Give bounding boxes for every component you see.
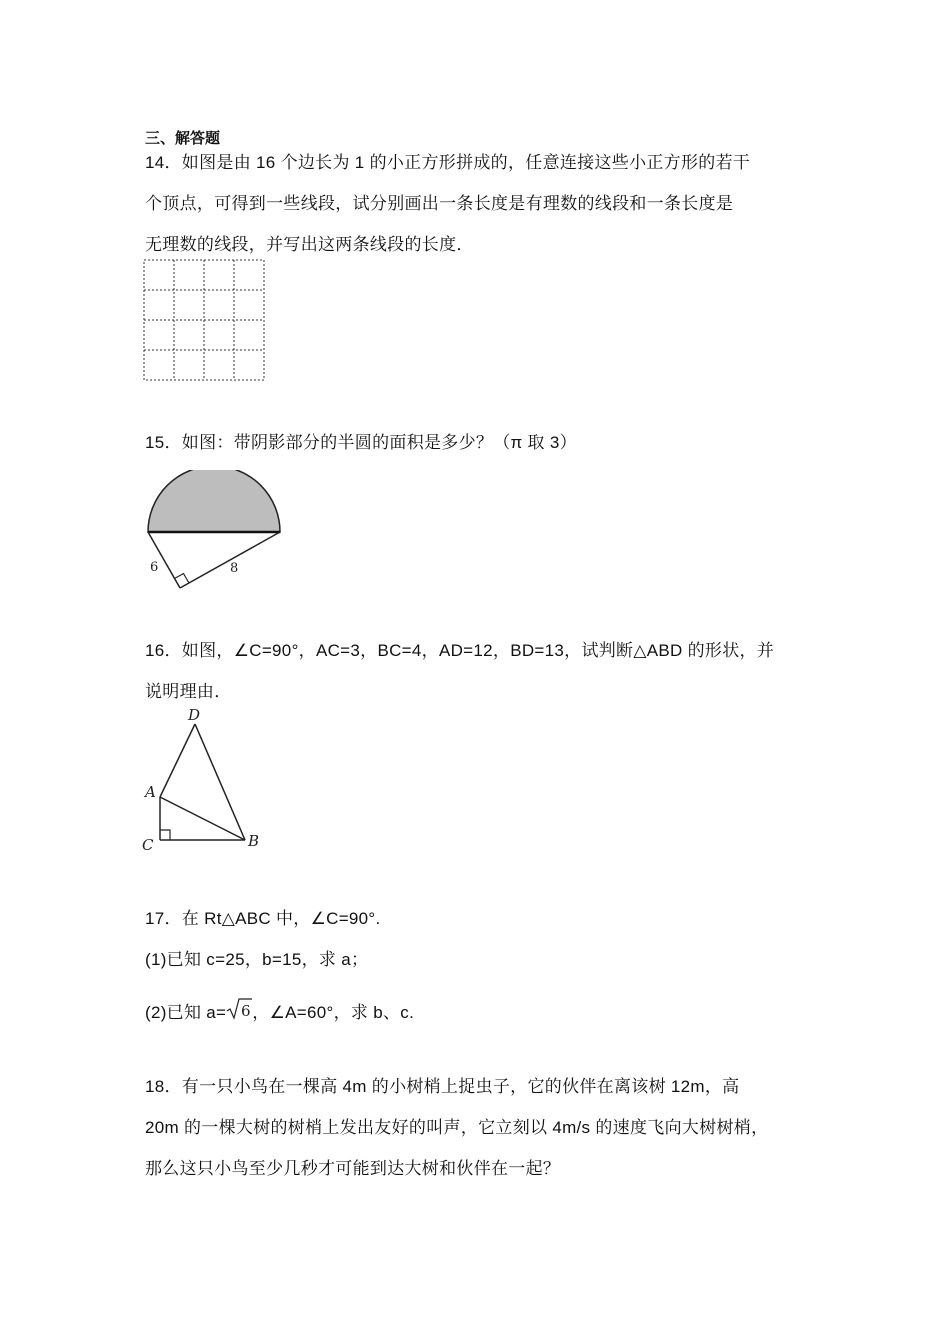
- leg-left-label: 6: [150, 560, 159, 575]
- question-18-line-2: 20m 的一棵大树的树梢上发出友好的叫声，它立刻以 4m/s 的速度飞向大树树梢，: [145, 1118, 769, 1137]
- vertex-b-label: B: [248, 832, 260, 850]
- question-16-line-1: 16．如图，∠C=90°，AC=3，BC=4，AD=12，BD=13，试判断△ABD 的形状，并: [145, 641, 775, 660]
- question-17-part-1: (1)已知 c=25，b=15，求 a；: [145, 950, 369, 969]
- question-14-line-2: 个顶点，可得到一些线段，试分别画出一条长度是有理数的线段和一条长度是: [145, 194, 734, 213]
- question-14: [145, 142, 825, 265]
- part-2-suffix: ，∠A=60°，求 b、c.: [252, 1003, 415, 1022]
- sqrt-symbol: [226, 997, 252, 1021]
- triangle-abd-figure: [135, 700, 275, 860]
- vertex-c-label: C: [142, 836, 154, 854]
- question-14-line-1: 14．如图是由 16 个边长为 1 的小正方形拼成的，任意连接这些小正方形的若干: [145, 153, 751, 172]
- question-17-part-2: [145, 992, 825, 1033]
- part-2-prefix: (2)已知 a=: [145, 1003, 227, 1022]
- segment-ab: [160, 797, 245, 840]
- vertex-a-label: A: [145, 783, 156, 801]
- grid-figure: [140, 256, 270, 384]
- right-angle-mark: [160, 830, 170, 840]
- right-leg: [180, 532, 280, 588]
- semicircle-figure: [140, 470, 290, 595]
- question-17-title: 17．在 Rt△ABC 中，∠C=90°.: [145, 909, 381, 928]
- question-17: [145, 898, 825, 1033]
- question-16-line-2: 说明理由．: [145, 682, 232, 701]
- question-18-line-1: 18．有一只小鸟在一棵高 4m 的小树梢上捉虫子，它的伙伴在离该树 12m，高: [145, 1077, 740, 1096]
- question-15: [145, 422, 825, 463]
- sqrt-radicand: 6: [241, 1002, 252, 1020]
- question-14-line-3: 无理数的线段，并写出这两条线段的长度．: [145, 235, 474, 254]
- segment-ad: [160, 724, 195, 797]
- question-18-line-3: 那么这只小鸟至少几秒才可能到达大树和伙伴在一起？: [145, 1159, 561, 1178]
- segment-db: [195, 724, 245, 840]
- leg-right-label: 8: [230, 561, 239, 576]
- vertex-d-label: D: [188, 706, 201, 724]
- question-18: [145, 1066, 825, 1189]
- section-title: 三、解答题: [145, 130, 221, 147]
- shaded-semicircle: [148, 470, 280, 532]
- question-15-text: 15．如图：带阴影部分的半圆的面积是多少？（π 取 3）: [145, 433, 577, 452]
